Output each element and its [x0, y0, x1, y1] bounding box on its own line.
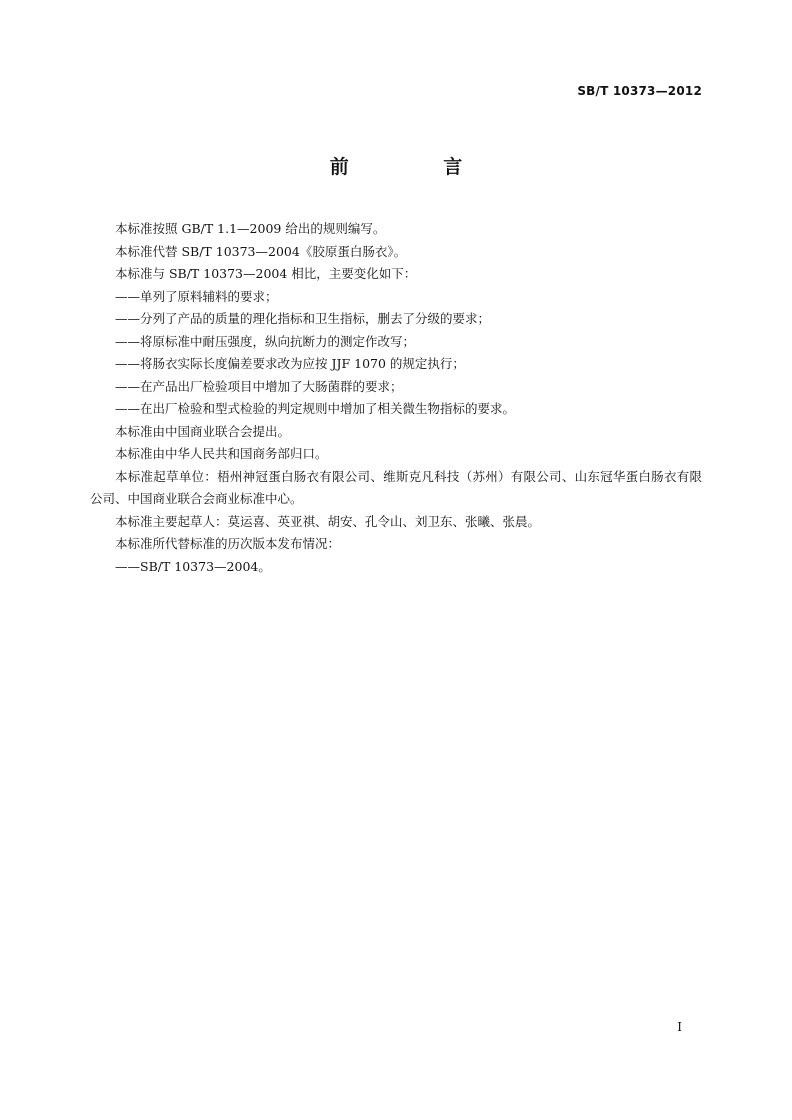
- page-title: 前 言: [329, 156, 507, 178]
- paragraph: 本标准与 SB/T 10373—2004 相比，主要变化如下：: [115, 266, 417, 281]
- paragraph: 本标准主要起草人：莫运喜、英亚祺、胡安、孔令山、刘卫东、张曦、张晨。: [115, 513, 541, 529]
- version-list-item: ——SB/T 10373—2004。: [115, 558, 271, 574]
- change-list-item: ——在出厂检验和型式检验的判定规则中增加了相关微生物指标的要求。: [115, 401, 516, 416]
- change-list-item: ——将肠衣实际长度偏差要求改为应按 JJF 1070 的规定执行；: [115, 356, 465, 371]
- paragraph: 本标准代替 SB/T 10373—2004《胶原蛋白肠衣》。: [115, 243, 407, 259]
- paragraph: 本标准由中国商业联合会提出。: [115, 423, 291, 439]
- page-number: I: [677, 1020, 682, 1034]
- paragraph: 本标准由中华人民共和国商务部归口。: [115, 446, 328, 461]
- foreword-body: [90, 218, 702, 578]
- paragraph: 本标准按照 GB/T 1.1—2009 给出的规则编写。: [115, 221, 386, 236]
- change-list-item: ——单列了原料辅料的要求；: [115, 288, 278, 304]
- paragraph: 本标准所代替标准的历次版本发布情况：: [115, 536, 341, 551]
- change-list-item: ——在产品出厂检验项目中增加了大肠菌群的要求；: [115, 378, 403, 394]
- change-list-item: ——将原标准中耐压强度，纵向抗断力的测定作改写；: [115, 333, 416, 349]
- standard-number: SB/T 10373—2012: [577, 84, 702, 98]
- change-list-item: ——分列了产品的质量的理化指标和卫生指标，删去了分级的要求；: [115, 311, 491, 326]
- paragraph: 本标准起草单位：梧州神冠蛋白肠衣有限公司、维斯克凡科技（苏州）有限公司、山东冠华蛋白肠衣有限公司、中国商业联合会商业标准中心。: [90, 468, 702, 506]
